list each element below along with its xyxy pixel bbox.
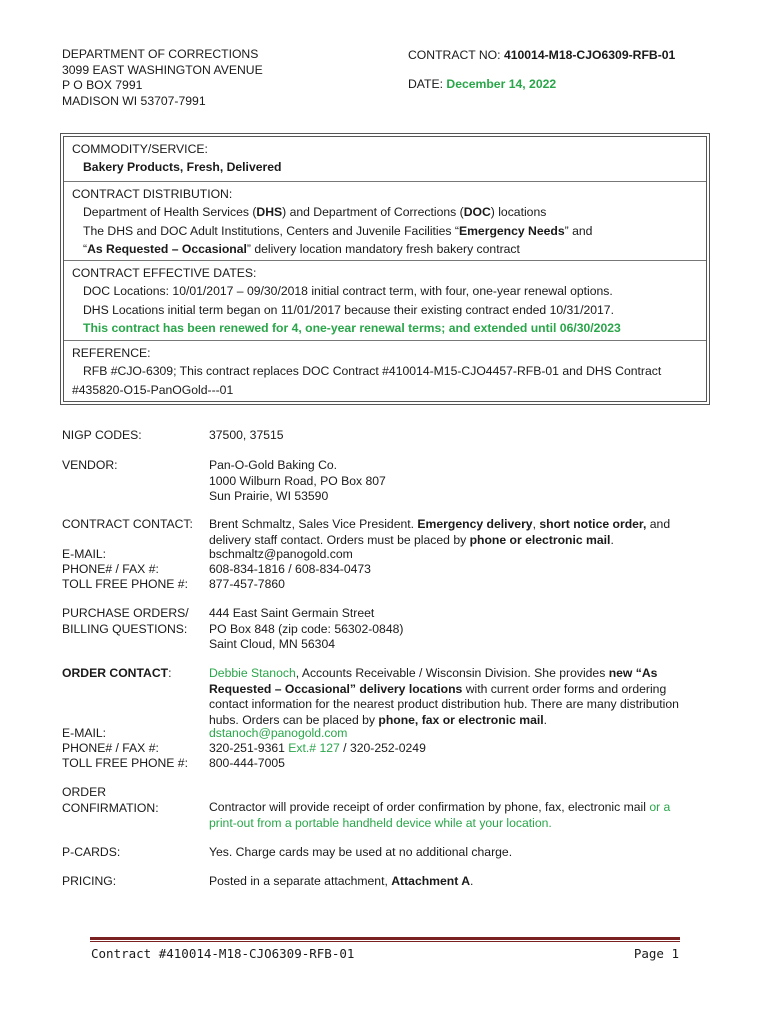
contract-summary-box	[60, 133, 710, 405]
phone-label: PHONE# / FAX #:	[62, 741, 159, 755]
contract-contact-phone: 608-834-1816 / 608-834-0473	[209, 562, 371, 576]
purchase-orders-label: PURCHASE ORDERS/ BILLING QUESTIONS:	[62, 606, 189, 636]
date-label: DATE:	[408, 77, 443, 91]
order-contact-phone: 320-251-9361 Ext.# 127 / 320-252-0249	[209, 741, 426, 755]
email-label: E-MAIL:	[62, 726, 107, 740]
section-title: REFERENCE:	[72, 346, 151, 360]
tollfree-label: TOLL FREE PHONE #:	[62, 756, 188, 770]
reference-section	[64, 341, 706, 402]
pricing-value: Posted in a separate attachment, Attachment A.	[209, 874, 474, 888]
section-title: CONTRACT DISTRIBUTION:	[72, 187, 233, 201]
footer-page-number: Page 1	[633, 946, 679, 961]
tollfree-label: TOLL FREE PHONE #:	[62, 577, 188, 591]
footer-rule	[90, 937, 680, 940]
address-line: P O BOX 7991	[62, 78, 143, 92]
section-title: CONTRACT EFFECTIVE DATES:	[72, 266, 257, 280]
footer-contract-number: Contract #410014-M18-CJO6309-RFB-01	[91, 946, 355, 961]
distribution-line: Department of Health Services (DHS) and Department of Corrections (DOC) locations	[83, 205, 547, 219]
dates-line: DHS Locations initial term began on 11/01/2017 because their existing contract ended 10/31/2017.	[83, 302, 614, 317]
date-value: December 14, 2022	[446, 77, 557, 91]
distribution-line: “As Requested – Occasional” delivery location mandatory fresh bakery contract	[83, 242, 520, 256]
distribution-section	[64, 182, 706, 261]
address-line: 3099 EAST WASHINGTON AVENUE	[62, 62, 263, 77]
dates-line: DOC Locations: 10/01/2017 – 09/30/2018 initial contract term, with four, one-year renewal options.	[83, 284, 613, 298]
renewal-note: This contract has been renewed for 4, one-year renewal terms; and extended until 06/30/2023	[83, 321, 621, 335]
billing-address-line: 444 East Saint Germain Street	[209, 606, 375, 620]
distribution-line: The DHS and DOC Adult Institutions, Centers and Juvenile Facilities “Emergency Needs” and	[83, 223, 593, 238]
commodity-value: Bakery Products, Fresh, Delivered	[83, 160, 282, 174]
billing-address-line: PO Box 848 (zip code: 56302-0848)	[209, 621, 404, 636]
contract-number-value: 410014-M18-CJO6309-RFB-01	[503, 48, 676, 62]
contract-number-label: CONTRACT NO:	[408, 48, 501, 62]
contract-contact-text: Brent Schmaltz, Sales Vice President. Emergency delivery, short notice order, and delivery staff contact. Orders must be placed by phone or electronic mail.	[209, 517, 671, 547]
vendor-line: Pan-O-Gold Baking Co.	[209, 458, 338, 472]
billing-address-line: Saint Cloud, MN 56304	[209, 637, 336, 651]
effective-dates-section	[64, 261, 706, 341]
pcards-label: P-CARDS:	[62, 845, 121, 859]
reference-line: RFB #CJO-6309; This contract replaces DOC Contract #410014-M15-CJO4457-RFB-01 and DHS Contract	[83, 364, 662, 378]
contract-contact-label: CONTRACT CONTACT:	[62, 517, 193, 531]
pcards-value: Yes. Charge cards may be used at no additional charge.	[209, 845, 513, 859]
agency-address	[62, 47, 263, 109]
nigp-value: 37500, 37515	[209, 428, 284, 442]
section-title: COMMODITY/SERVICE:	[72, 142, 208, 156]
order-contact-label: ORDER CONTACT:	[62, 666, 172, 680]
order-contact-text: Debbie Stanoch, Accounts Receivable / Wisconsin Division. She provides new “As Requested – Occasional” delivery locations with current order forms and ordering contact information for the nearest product distribution hub. There are many distribution hubs. Orders can be placed by phone, fax or electronic mail.	[209, 666, 679, 727]
order-contact-email[interactable]: dstanoch@panogold.com	[209, 726, 348, 740]
vendor-label: VENDOR:	[62, 458, 118, 472]
phone-label: PHONE# / FAX #:	[62, 562, 159, 576]
order-confirmation-label: ORDER CONFIRMATION:	[62, 785, 159, 815]
nigp-label: NIGP CODES:	[62, 428, 142, 442]
address-line: MADISON WI 53707-7991	[62, 93, 206, 108]
order-contact-name: Debbie Stanoch	[209, 666, 296, 680]
date-header	[408, 77, 556, 92]
contract-number-header	[408, 48, 675, 63]
vendor-line: 1000 Wilburn Road, PO Box 807	[209, 473, 386, 488]
reference-line: #435820-O15-PanOGold---01	[72, 382, 234, 397]
contract-contact-email[interactable]: bschmaltz@panogold.com	[209, 547, 353, 561]
contract-contact-tollfree: 877-457-7860	[209, 577, 285, 591]
order-contact-tollfree: 800-444-7005	[209, 756, 285, 770]
footer-rule	[90, 941, 680, 942]
pricing-label: PRICING:	[62, 874, 117, 888]
vendor-line: Sun Prairie, WI 53590	[209, 489, 329, 503]
email-label: E-MAIL:	[62, 547, 107, 561]
order-confirmation-text: Contractor will provide receipt of order confirmation by phone, fax, electronic mail or a print-out from a portable handheld device while at your location.	[209, 800, 671, 830]
address-line: DEPARTMENT OF CORRECTIONS	[62, 47, 259, 61]
commodity-section	[64, 137, 706, 182]
